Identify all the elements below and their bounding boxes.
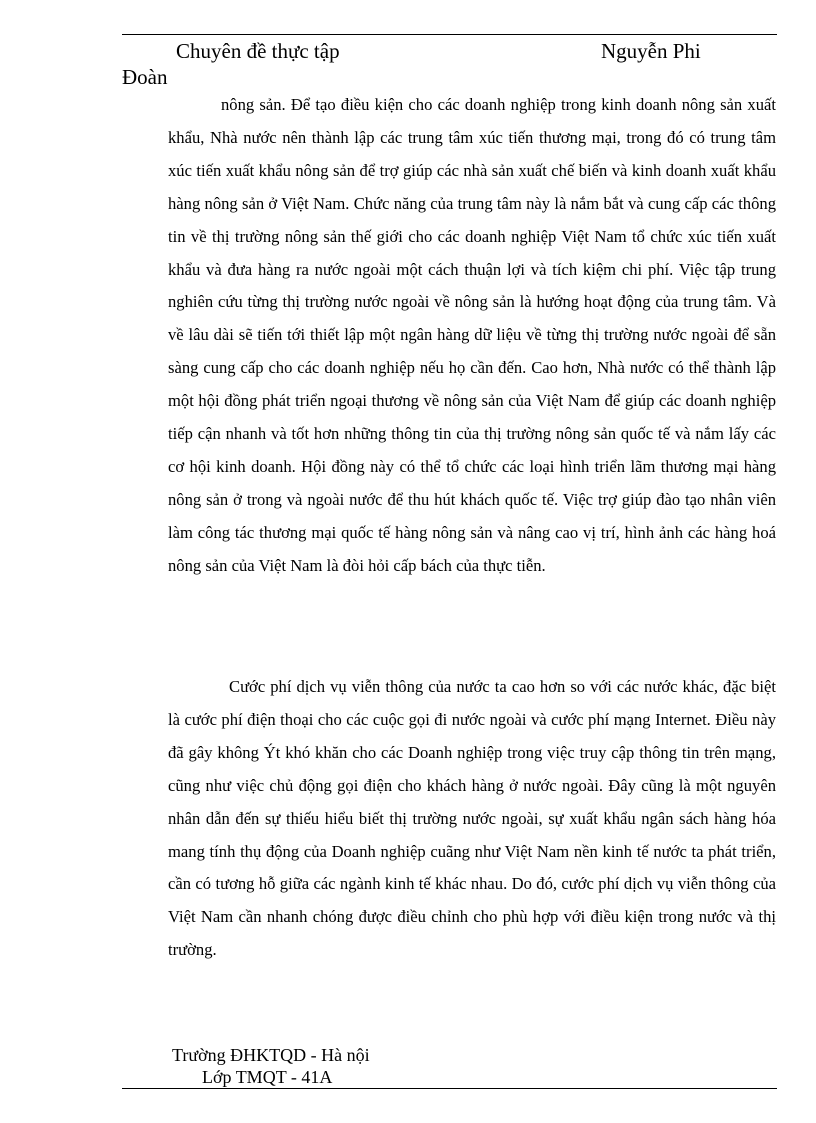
footer-rule: [122, 1088, 777, 1089]
footer-class: Lớp TMQT - 41A: [202, 1067, 333, 1087]
header-author-continued: Đoàn: [122, 65, 168, 89]
body-paragraph-2: Cước phí dịch vụ viễn thông của nước ta cao hơn so với các nước khác, đặc biệt là cước phí điện thoại cho các cuộc gọi đi nước ngoài và cước phí mạng Internet. Điều này đã gây không Ýt khó khăn cho các Doanh nghiệp trong việc truy cập thông tin trên mạng, cũng như việc chủ động gọi điện cho khách hàng ở nước ngoài. Đây cũng là một nguyên nhân dẫn đến sự thiếu hiểu biết thị trường nước ngoài, sự xuất khẩu ngân sách hàng hóa mang tính thụ động của Doanh nghiệp cuãng như Việt Nam nền kinh tế nước ta phát triển, cần có tương hỗ giữa các ngành kinh tế khác nhau. Do đó, cước phí dịch vụ viễn thông của Việt Nam cần nhanh chóng được điều chỉnh cho phù hợp với điều kiện trong nước và thị trường.: [168, 677, 776, 960]
body-paragraph-1: nông sản. Để tạo điều kiện cho các doanh nghiệp trong kinh doanh nông sản xuất khẩu, Nhà nước nên thành lập các trung tâm xúc tiến thương mại, trong đó có trung tâm xúc tiến xuất khẩu nông sản để trợ giúp các nhà sản xuất chế biến và kinh doanh xuất khẩu hàng nông sản ở Việt Nam. Chức năng của trung tâm này là nắm bắt và cung cấp các thông tin về thị trường nông sản thế giới cho các doanh nghiệp Việt Nam tổ chức xúc tiến xuất khẩu và đưa hàng ra nước ngoài một cách thuận lợi và tích kiệm chi phí. Việc tập trung nghiên cứu từng thị trường nước ngoài về nông sản là hướng hoạt động của trung tâm. Và về lâu dài sẽ tiến tới thiết lập một ngân hàng dữ liệu về từng thị trường nước ngoài để sẵn sàng cung cấp cho các doanh nghiệp nếu họ cần đến. Cao hơn, Nhà nước có thể thành lập một hội đồng phát triển ngoại thương về nông sản của Việt Nam để giúp các doanh nghiệp tiếp cận nhanh và tốt hơn những thông tin của thị trường nông sản quốc tế và nắm lấy các cơ hội kinh doanh. Hội đồng này có thể tổ chức các loại hình triển lãm thương mại hàng nông sản ở trong và ngoài nước để thu hút khách quốc tế. Việc trợ giúp đào tạo nhân viên làm công tác thương mại quốc tế hàng nông sản và nâng cao vị trí, hình ảnh các hàng hoá nông sản của Việt Nam là đòi hỏi cấp bách của thực tiễn.: [168, 95, 776, 575]
footer-school: Trường ĐHKTQD - Hà nội: [172, 1045, 370, 1065]
header-rule: [122, 34, 777, 35]
header-title: Chuyên đề thực tập: [176, 39, 340, 63]
header-author: Nguyễn Phi: [601, 39, 701, 63]
